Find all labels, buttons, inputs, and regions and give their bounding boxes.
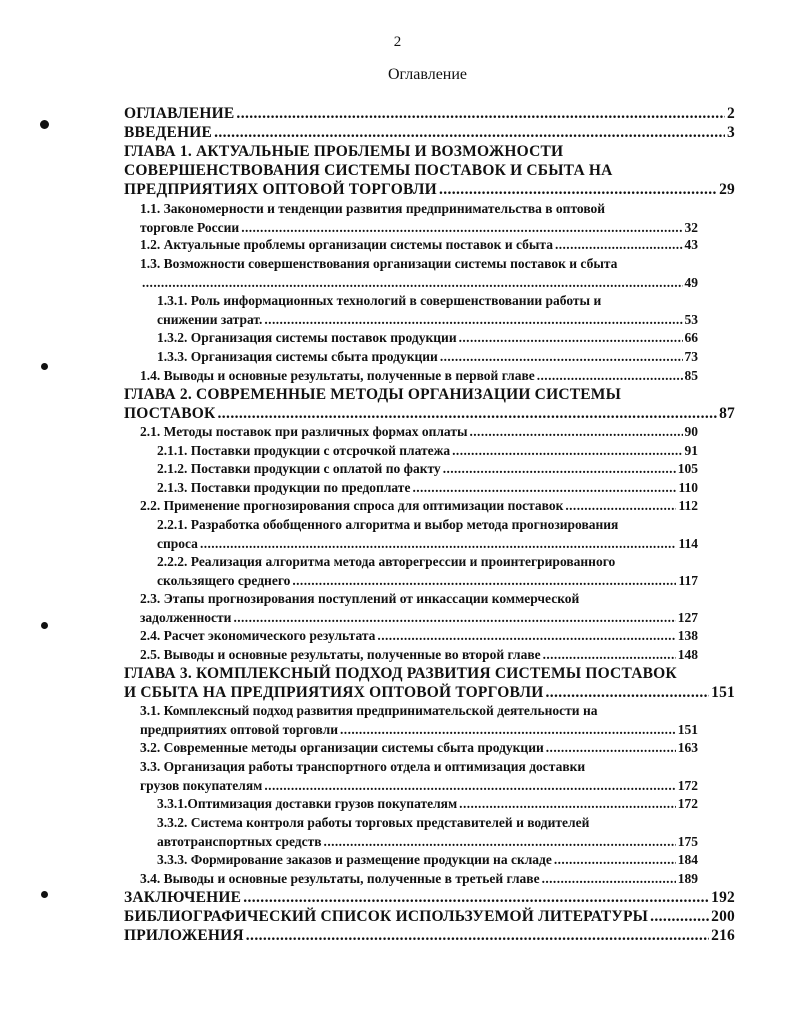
toc-entry-title: предприятиях оптовой торговли (140, 722, 339, 737)
dot-leader (545, 684, 709, 702)
toc-entry-title: торговле России (140, 220, 240, 235)
toc-page-number: 175 (677, 834, 698, 849)
toc-entry-title: скользящего среднего (157, 573, 291, 588)
toc-page-number: 29 (719, 181, 735, 198)
dot-leader (443, 461, 676, 477)
dot-leader (412, 480, 676, 496)
toc-entry-title: 1.3. Возможности совершенствования организации системы поставок и сбыта (140, 256, 618, 271)
toc-entry[interactable] (157, 461, 698, 480)
dot-leader (236, 105, 725, 123)
toc-page-number: 66 (684, 330, 698, 345)
toc-entry[interactable] (157, 852, 698, 871)
toc-entry-title: 1.1. Закономерности и тенденции развития предпринимательства в оптовой (140, 201, 606, 216)
toc-entry-title: 1.4. Выводы и основные результаты, полученные в первой главе (140, 368, 535, 383)
toc-entry[interactable] (124, 105, 735, 124)
toc-entry-title: задолженности (140, 610, 232, 625)
toc-page-number: 90 (684, 424, 698, 439)
toc-entry[interactable] (140, 759, 698, 797)
toc-entry[interactable] (157, 443, 698, 462)
toc-entry-title: 1.3.2. Организация системы поставок продукции (157, 330, 457, 345)
toc-entry[interactable] (157, 330, 698, 349)
toc-entry-title: 2.2.1. Разработка обобщенного алгоритма и выбор метода прогнозирования (157, 517, 619, 532)
toc-page-number: 189 (677, 871, 698, 886)
dot-leader (241, 220, 682, 236)
toc-entry[interactable] (140, 368, 698, 387)
toc-entry[interactable] (140, 871, 698, 890)
toc-page-number: 184 (677, 852, 698, 867)
toc-entry[interactable] (140, 740, 698, 759)
page-number: 2 (393, 34, 402, 50)
toc-page-number: 32 (684, 220, 698, 235)
toc-entry-title: спроса (157, 536, 198, 551)
toc-entry[interactable] (140, 628, 698, 647)
dot-leader (555, 237, 683, 253)
toc-entry[interactable] (140, 424, 698, 443)
dot-leader (543, 647, 676, 663)
dot-leader (142, 275, 683, 291)
toc-page-number: 3 (727, 124, 735, 141)
toc-entry[interactable] (140, 498, 698, 517)
dot-leader (650, 908, 709, 926)
dot-leader (542, 871, 676, 887)
toc-page-number: 105 (677, 461, 698, 476)
toc-entry-title: ПРЕДПРИЯТИЯХ ОПТОВОЙ ТОРГОВЛИ (124, 181, 437, 198)
dot-leader (546, 740, 676, 756)
toc-entry-title: ПРИЛОЖЕНИЯ (124, 927, 244, 944)
toc-page-number: 49 (684, 275, 698, 290)
toc-page-number: 2 (727, 105, 735, 122)
toc-page-number: 192 (711, 889, 735, 906)
toc-entry-title: 3.1. Комплексный подход развития предпринимательской деятельности на (140, 703, 598, 718)
toc-entry[interactable] (157, 480, 698, 499)
toc-page-number: 138 (677, 628, 698, 643)
toc-entry-title: И СБЫТА НА ПРЕДПРИЯТИЯХ ОПТОВОЙ ТОРГОВЛИ (124, 684, 544, 701)
toc-entry[interactable] (140, 647, 698, 666)
toc-page-number: 163 (677, 740, 698, 755)
toc-entry[interactable] (124, 386, 735, 424)
toc-entry-title: грузов покупателям (140, 778, 263, 793)
toc-entry-title: ОГЛАВЛЕНИЕ (124, 105, 235, 122)
toc-entry-title: 2.3. Этапы прогнозирования поступлений от инкассации коммерческой (140, 591, 580, 606)
toc-entry-title: ЗАКЛЮЧЕНИЕ (124, 889, 242, 906)
dot-leader (470, 424, 683, 440)
toc-entry[interactable] (124, 124, 735, 143)
toc-page-number: 112 (678, 498, 698, 513)
toc-page-number: 151 (677, 722, 698, 737)
toc-entry-title: 1.2. Актуальные проблемы организации системы поставок и сбыта (140, 237, 553, 252)
toc-page-number: 43 (684, 237, 698, 252)
toc-entry-title: 3.3.1.Оптимизация доставки грузов покупателям (157, 796, 458, 811)
toc-page-number: 110 (678, 480, 698, 495)
toc-entry[interactable] (157, 293, 698, 331)
dot-leader (200, 536, 677, 552)
dot-leader (452, 443, 682, 459)
toc-entry[interactable] (157, 517, 698, 555)
toc-entry[interactable] (157, 554, 698, 592)
toc-page-number: 148 (677, 647, 698, 662)
dot-leader (459, 330, 683, 346)
dot-leader (214, 124, 725, 142)
toc-page-number: 216 (711, 927, 735, 944)
toc-entry-title: 2.1.1. Поставки продукции с отсрочкой платежа (157, 443, 451, 458)
dot-leader (324, 834, 676, 850)
dot-leader (264, 778, 675, 794)
dot-leader (377, 628, 675, 644)
toc-entry[interactable] (140, 703, 698, 741)
toc-entry-title: автотранспортных средств (157, 834, 322, 849)
dot-leader (264, 312, 682, 328)
toc-entry-title: ПОСТАВОК (124, 405, 216, 422)
toc-page-number: 87 (719, 405, 735, 422)
toc-entry-title: 3.3. Организация работы транспортного отдела и оптимизация доставки (140, 759, 586, 774)
toc-entry[interactable] (124, 889, 735, 908)
toc-entry[interactable] (140, 201, 698, 239)
toc-entry-title: ВВЕДЕНИЕ (124, 124, 213, 141)
toc-entry[interactable] (124, 665, 735, 703)
toc-entry-title: 1.3.3. Организация системы сбыта продукции (157, 349, 438, 364)
toc-page-number: 85 (684, 368, 698, 383)
toc-page-number: 114 (678, 536, 698, 551)
toc-entry-title: ГЛАВА 2. СОВРЕМЕННЫЕ МЕТОДЫ ОРГАНИЗАЦИИ СИСТЕМЫ (124, 386, 622, 403)
toc-page-number: 91 (684, 443, 698, 458)
toc-entry[interactable] (124, 143, 735, 200)
toc-page-number: 151 (711, 684, 735, 701)
dot-leader (243, 889, 709, 907)
toc-page-number: 172 (677, 796, 698, 811)
toc-entry[interactable] (140, 256, 698, 294)
toc-entry-title: 1.3.1. Роль информационных технологий в совершенствовании работы и (157, 293, 602, 308)
dot-leader (340, 722, 676, 738)
toc-entry[interactable] (140, 591, 698, 629)
toc-heading: Оглавление (387, 66, 468, 83)
toc-entry-title: 2.5. Выводы и основные результаты, полученные во второй главе (140, 647, 541, 662)
toc-entry-title: 2.2. Применение прогнозирования спроса для оптимизации поставок (140, 498, 564, 513)
toc-entry-title: 2.1. Методы поставок при различных формах оплаты (140, 424, 468, 439)
toc-entry-title: 3.2. Современные методы организации системы сбыта продукции (140, 740, 544, 755)
dot-leader (292, 573, 676, 589)
dot-leader (537, 368, 683, 384)
toc-entry-title: 2.1.2. Поставки продукции с оплатой по факту (157, 461, 441, 476)
toc-page-number: 117 (678, 573, 698, 588)
dot-leader (246, 927, 709, 945)
toc-entry[interactable] (140, 237, 698, 256)
toc-entry[interactable] (157, 796, 698, 815)
toc-page-number: 200 (711, 908, 735, 925)
toc-entry-title: ГЛАВА 3. КОМПЛЕКСНЫЙ ПОДХОД РАЗВИТИЯ СИСТЕМЫ ПОСТАВОК (124, 665, 677, 682)
dot-leader (218, 405, 718, 423)
toc-entry[interactable] (124, 927, 735, 946)
toc-page-number: 172 (677, 778, 698, 793)
toc-entry-title: СОВЕРШЕНСТВОВАНИЯ СИСТЕМЫ ПОСТАВОК И СБЫТА НА (124, 162, 613, 179)
toc-entry-title: ГЛАВА 1. АКТУАЛЬНЫЕ ПРОБЛЕМЫ И ВОЗМОЖНОСТИ (124, 143, 564, 160)
toc-entry-title: снижении затрат. (157, 312, 263, 327)
toc-entry[interactable] (157, 349, 698, 368)
toc-entry[interactable] (124, 908, 735, 927)
dot-leader (439, 181, 717, 199)
dot-leader (565, 498, 676, 514)
toc-entry-title: 2.4. Расчет экономического результата (140, 628, 376, 643)
toc-page-number: 53 (684, 312, 698, 327)
toc-entry[interactable] (157, 815, 698, 853)
toc-page-number: 127 (677, 610, 698, 625)
dot-leader (233, 610, 675, 626)
toc-entry-title: 3.3.2. Система контроля работы торговых представителей и водителей (157, 815, 590, 830)
toc-entry-title: 2.2.2. Реализация алгоритма метода авторегрессии и проинтегрированного (157, 554, 616, 569)
toc-entry-title: 3.4. Выводы и основные результаты, полученные в третьей главе (140, 871, 540, 886)
toc-entry-title: 2.1.3. Поставки продукции по предоплате (157, 480, 411, 495)
toc-page-number: 73 (684, 349, 698, 364)
toc-entry-title: БИБЛИОГРАФИЧЕСКИЙ СПИСОК ИСПОЛЬЗУЕМОЙ ЛИТЕРАТУРЫ (124, 908, 649, 925)
dot-leader (440, 349, 683, 365)
dot-leader (459, 796, 676, 812)
toc-entry-title: 3.3.3. Формирование заказов и размещение продукции на складе (157, 852, 552, 867)
dot-leader (554, 852, 676, 868)
